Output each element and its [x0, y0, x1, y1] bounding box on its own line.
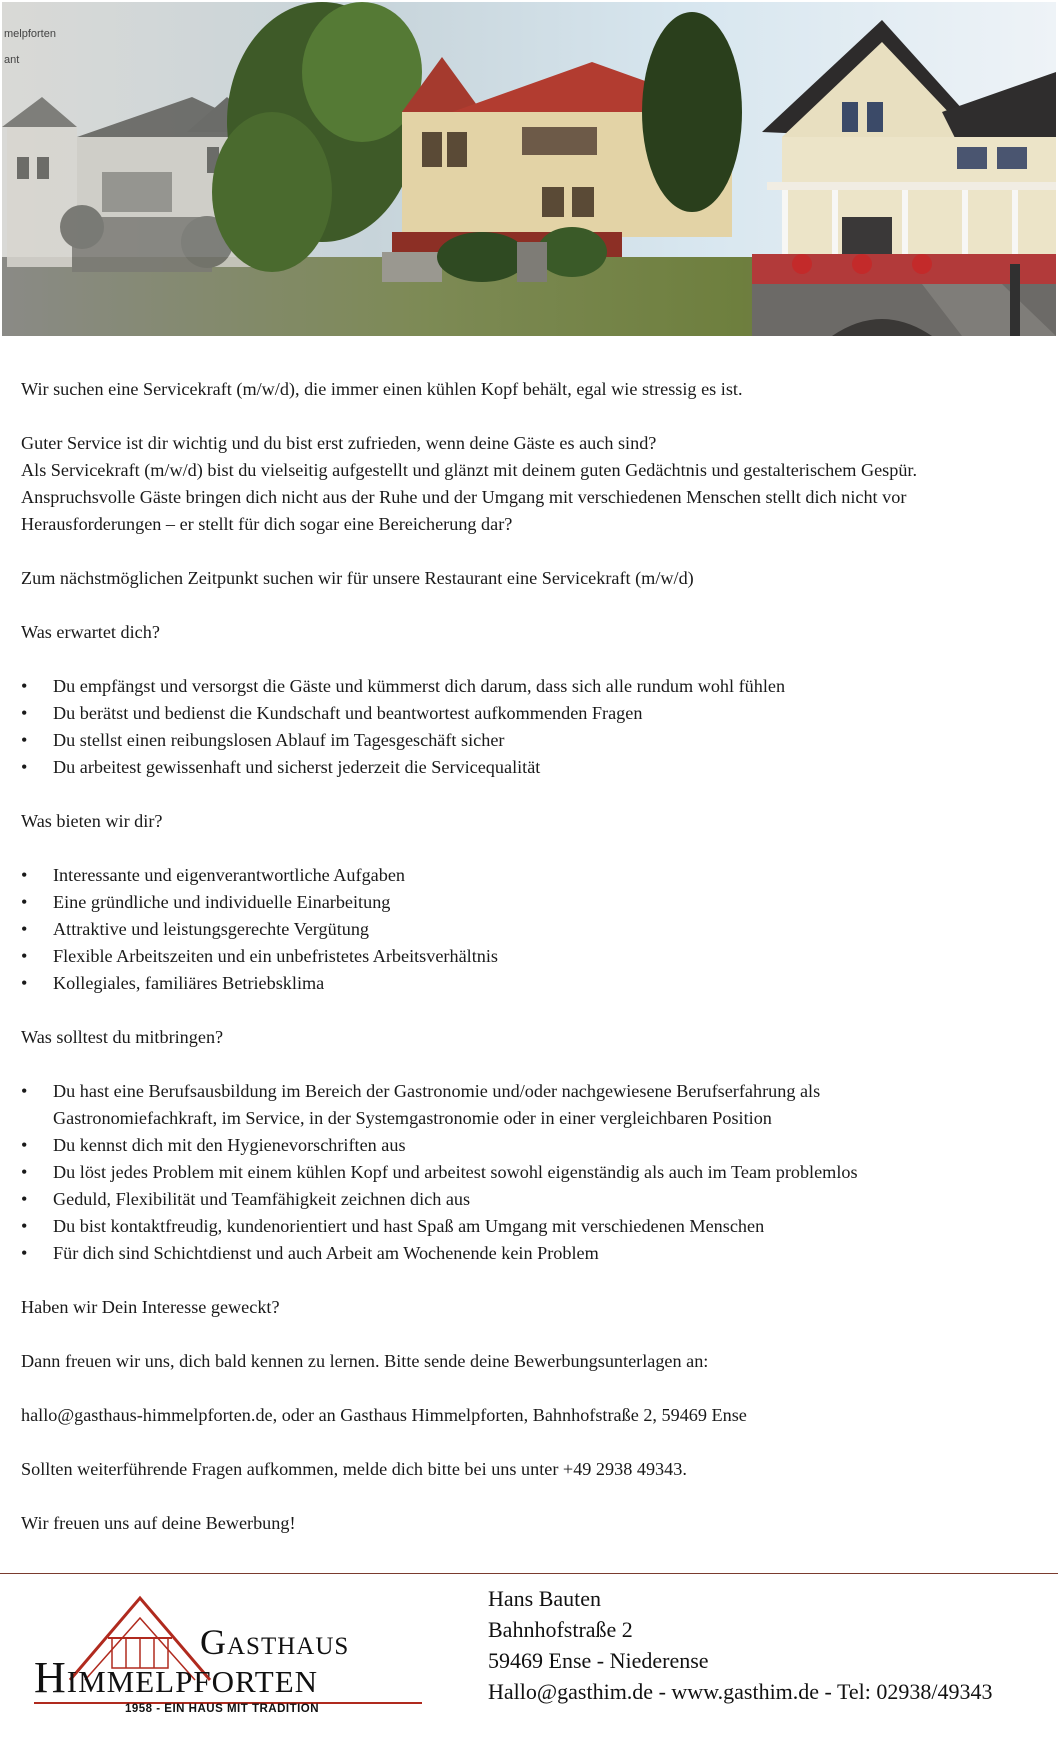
requirements-list [21, 1078, 1041, 1267]
contact-line: Hallo@gasthim.de - www.gasthim.de - Tel: 02938/49343 [488, 1679, 993, 1704]
list-item: • Flexible Arbeitszeiten und ein unbefristetes Arbeitsverhältnis [21, 943, 1041, 970]
logo-tagline: 1958 - EIN HAUS MIT TRADITION [125, 1703, 320, 1715]
contact-street: Bahnhofstraße 2 [488, 1617, 633, 1642]
paragraph-line: Guter Service ist dir wichtig und du bist erst zufrieden, wenn deine Gäste es auch sind? [21, 433, 657, 453]
section-title-offer: Was bieten wir dir? [21, 811, 163, 831]
list-item: • Du empfängst und versorgst die Gäste und kümmerst dich darum, dass sich alle rundum wohl fühlen [21, 673, 1041, 700]
expectations-list [21, 673, 1041, 781]
job-posting-body [21, 376, 1041, 1537]
header-banner-image [2, 2, 1056, 336]
logo-word-gasthaus: Gasthaus [200, 1622, 350, 1662]
list-item: • Du arbeitest gewissenhaft und sicherst jederzeit die Servicequalität [21, 754, 1041, 781]
paragraph-line: Als Servicekraft (m/w/d) bist du vielseitig aufgestellt und glänzt mit deinem guten Gedächtnis und gestalterischem Gespür. [21, 460, 918, 480]
contact-block [488, 1583, 993, 1707]
section-title-requirements: Was solltest du mitbringen? [21, 1027, 224, 1047]
list-item-line: Gastronomiefachkraft, im Service, in der Systemgastronomie oder in einer vergleichbaren Position [53, 1108, 772, 1128]
banner-caption-top: melpforten [4, 28, 56, 40]
list-item: • Du bist kontaktfreudig, kundenorientiert und hast Spaß am Umgang mit verschiedenen Menschen [21, 1213, 1041, 1240]
list-item: • Interessante und eigenverantwortliche Aufgaben [21, 862, 1041, 889]
intro-text: Wir suchen eine Servicekraft (m/w/d), die immer einen kühlen Kopf behält, egal wie stressig es ist. [21, 379, 743, 399]
list-item [21, 1078, 1041, 1132]
list-item: • Du löst jedes Problem mit einem kühlen Kopf und arbeitest sowohl eigenständig als auch im Team problemlos [21, 1159, 1041, 1186]
questions-text: Sollten weiterführende Fragen aufkommen, melde dich bitte bei uns unter +49 2938 49343. [21, 1459, 687, 1479]
banner-caption-mid: ant [4, 54, 20, 66]
contact-name: Hans Bauten [488, 1586, 602, 1611]
contact-city: 59469 Ense - Niederense [488, 1648, 709, 1673]
list-item-line: Du hast eine Berufsausbildung im Bereich der Gastronomie und/oder nachgewiesene Berufserfahrung als [53, 1081, 821, 1101]
paragraph-line: Herausforderungen – er stellt für dich sogar eine Bereicherung dar? [21, 514, 513, 534]
list-item: • Kollegiales, familiäres Betriebsklima [21, 970, 1041, 997]
offer-list [21, 862, 1041, 997]
closing-text: Wir freuen uns auf deine Bewerbung! [21, 1513, 296, 1533]
section-title-expectations: Was erwartet dich? [21, 622, 160, 642]
list-item: • Du kennst dich mit den Hygienevorschriften aus [21, 1132, 1041, 1159]
gasthaus-logo [30, 1588, 430, 1713]
house-photo-collage [2, 2, 1056, 336]
list-item: • Attraktive und leistungsgerechte Vergütung [21, 916, 1041, 943]
list-item: • Du stellst einen reibungslosen Ablauf im Tagesgeschäft sicher [21, 727, 1041, 754]
timing-text: Zum nächstmöglichen Zeitpunkt suchen wir für unsere Restaurant eine Servicekraft (m/w/d) [21, 568, 694, 588]
list-item: • Geduld, Flexibilität und Teamfähigkeit zeichnen dich aus [21, 1186, 1041, 1213]
list-item: • Du berätst und bedienst die Kundschaft und beantwortest aufkommenden Fragen [21, 700, 1041, 727]
application-address: hallo@gasthaus-himmelpforten.de, oder an Gasthaus Himmelpforten, Bahnhofstraße 2, 59469 Ense [21, 1405, 747, 1425]
interest-text: Haben wir Dein Interesse geweckt? [21, 1297, 280, 1317]
paragraph-line: Anspruchsvolle Gäste bringen dich nicht aus der Ruhe und der Umgang mit verschiedenen Menschen stellt dich nicht vor [21, 487, 907, 507]
footer-divider [0, 1573, 1058, 1574]
list-item: • Eine gründliche und individuelle Einarbeitung [21, 889, 1041, 916]
logo-word-himmelpforten: Himmelpforten [34, 1653, 319, 1702]
list-item: • Für dich sind Schichtdienst und auch Arbeit am Wochenende kein Problem [21, 1240, 1041, 1267]
apply-text: Dann freuen wir uns, dich bald kennen zu lernen. Bitte sende deine Bewerbungsunterlagen an: [21, 1351, 709, 1371]
